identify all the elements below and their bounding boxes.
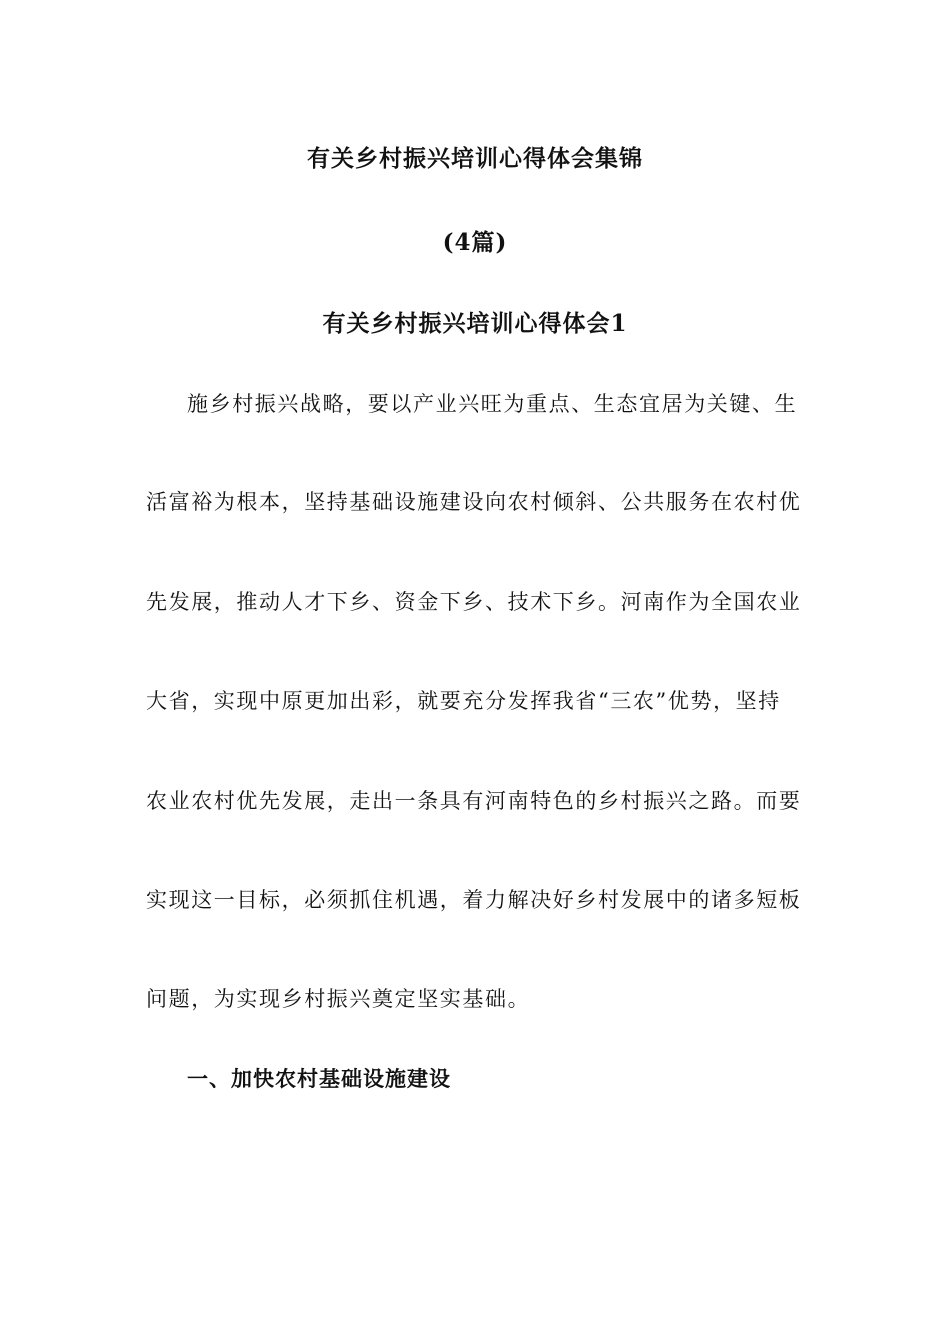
- paragraph-line: 问题，为实现乡村振兴奠定坚实基础。: [146, 987, 531, 1011]
- article-title: 有关乡村振兴培训心得体会1: [322, 310, 628, 337]
- paragraph-line: 施乡村振兴战略，要以产业兴旺为重点、生态宜居为关键、生: [187, 392, 798, 416]
- document-subtitle: (4篇): [442, 229, 508, 256]
- paragraph-line: 先发展，推动人才下乡、资金下乡、技术下乡。河南作为全国农业: [146, 590, 802, 614]
- section-heading: 一、加快农村基础设施建设: [187, 1066, 451, 1091]
- paragraph-line: 大省，实现中原更加出彩，就要充分发挥我省“三农”优势，坚持: [146, 689, 781, 713]
- document-title: 有关乡村振兴培训心得体会集锦: [307, 145, 643, 172]
- paragraph-line: 活富裕为根本，坚持基础设施建设向农村倾斜、公共服务在农村优: [146, 490, 802, 514]
- paragraph-line: 农业农村优先发展，走出一条具有河南特色的乡村振兴之路。而要: [146, 789, 802, 813]
- paragraph-line: 实现这一目标，必须抓住机遇，着力解决好乡村发展中的诸多短板: [146, 888, 802, 912]
